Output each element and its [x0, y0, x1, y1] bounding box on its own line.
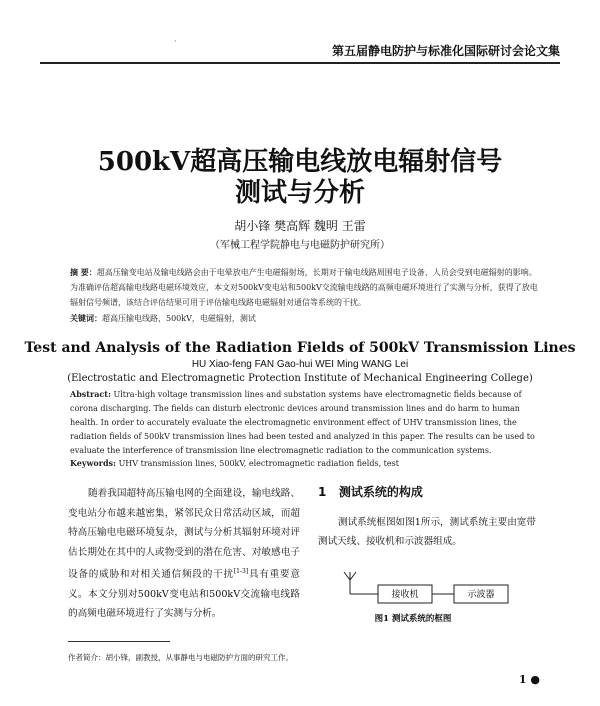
abstract-en-text: Ultra-high voltage transmission lines and substation systems have electromagnetic fields because of corona discharging. The fields can disturb electronic devices around transmission lines and do harm to human health. In order to accurately evaluate the electromagnetic environment effect of UHV transmission lines, the radiation fields of 500kV transmission lines had been tested and analyzed in this paper. The results can be used to evaluate the interference of transmission line electromagnetic radiation to the communication systems. — [70, 390, 535, 455]
keywords-cn-label: 关键词： — [70, 313, 102, 323]
section-1-number: 1 — [318, 485, 327, 499]
figure-1-caption: 图1 测试系统的框图 — [374, 614, 452, 624]
authors-cn: 胡小锋 樊高辉 魏明 王雷 — [234, 219, 366, 233]
intro-text-a: 随着我国超特高压输电网的全面建设，输电线路、变电站分布越来越密集，紧邻民众日常活动区域，而超特高压输电电磁环境复杂，测试与分析其辐射环境对评估长期处在其中的人或物受到的潜在危害、对敏感电子设备的威胁和对相关通信频段的干扰 — [68, 488, 300, 581]
paper-title-line2: 测试与分析 — [234, 178, 365, 208]
intro-citation: [1-3] — [233, 568, 249, 575]
figure-1-diagram — [338, 566, 518, 610]
antenna-icon — [344, 572, 356, 594]
abstract-cn-label: 摘 要： — [70, 267, 97, 277]
footnote-rule — [68, 641, 170, 642]
authors-en: HU Xiao-feng FAN Gao-hui WEI Ming WANG Lei — [191, 359, 409, 370]
abstract-en-label: Abstract: — [70, 389, 111, 399]
paper-title-en: Test and Analysis of the Radiation Fields of 500kV Transmission Lines — [24, 340, 576, 356]
abstract-cn-text: 超高压输变电站及输电线路会由于电晕放电产生电磁辐射场，长期对于输电线路周围电子设备、人员会受到电磁辐射的影响。为准确评估超高输电线路电磁环境效应，本文对500kV变电站和500kV交流输电线路的高频电磁环境进行了实测与分析，获得了放电辐射信号频谱，该结合评估结果可用于评估输电线路电磁辐射对通信等系统的干扰。 — [70, 268, 538, 307]
running-header: 第五届静电防护与标准化国际研讨会论文集 — [331, 44, 560, 58]
page-number: 1 ● — [518, 673, 540, 686]
section-1-heading — [318, 483, 423, 500]
author-footnote: 作者简介：胡小锋，副教授，从事静电与电磁防护方面的研究工作。 — [68, 653, 293, 662]
section-1-paragraph: 测试系统框图如图1所示，测试系统主要由宽带测试天线、接收机和示波器组成。 — [318, 517, 536, 547]
abstract-cn — [70, 265, 540, 310]
receiver-label: 接收机 — [391, 590, 419, 600]
keywords-cn-text: 超高压输电线路，500kV，电磁辐射，测试 — [102, 314, 256, 323]
abstract-en — [70, 387, 540, 458]
section-1-title: 测试系统的构成 — [338, 485, 423, 499]
header-rule — [40, 62, 560, 64]
keywords-cn — [70, 311, 540, 326]
affiliation-cn: （军械工程学院静电与电磁防护研究所） — [210, 240, 390, 251]
stray-mark: · — [174, 37, 177, 46]
oscilloscope-label: 示波器 — [467, 590, 495, 600]
keywords-en — [70, 456, 540, 471]
page-number-value: 1 — [518, 673, 527, 686]
paper-title-line1: 500kV超高压输电线放电辐射信号 — [97, 147, 503, 177]
affiliation-en: (Electrostatic and Electromagnetic Protection Institute of Mechanical Engineering College) — [67, 373, 533, 384]
introduction-paragraph — [68, 484, 300, 624]
keywords-en-label: Keywords: — [70, 458, 117, 468]
keywords-en-text: UHV transmission lines, 500kV, electromagnetic radiation fields, test — [118, 459, 399, 468]
intro-text-b: 具有重要意义。本文分别对500kV变电站和500kV交流输电线路的高频电磁环境进行了实测与分析。 — [68, 569, 301, 620]
